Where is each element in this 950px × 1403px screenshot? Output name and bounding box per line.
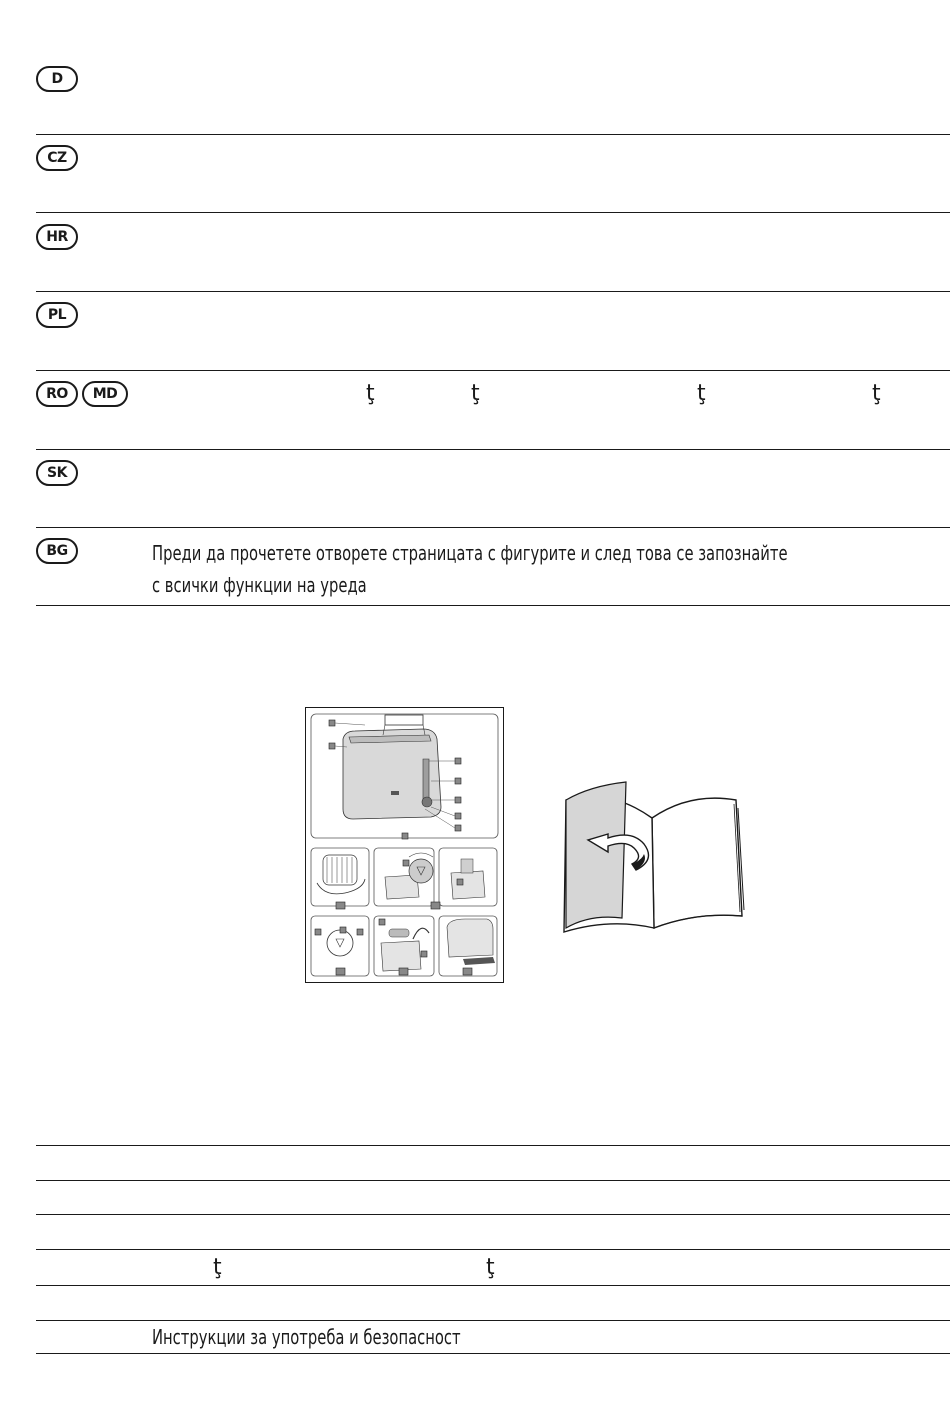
ro-diacritic-glyph: ţ bbox=[697, 381, 706, 406]
ro-diacritic-glyph: ţ bbox=[872, 381, 881, 406]
divider bbox=[36, 134, 950, 135]
bg-manual-title: Инструкции за употреба и безопасност bbox=[152, 1325, 461, 1349]
divider bbox=[36, 1320, 950, 1321]
lang-badge-hr: HR bbox=[36, 224, 78, 250]
divider bbox=[36, 212, 950, 213]
lang-badge-bg: BG bbox=[36, 538, 78, 564]
divider bbox=[36, 1249, 950, 1250]
ro-diacritic-glyph: ţ bbox=[486, 1255, 495, 1280]
divider bbox=[36, 1285, 950, 1286]
divider bbox=[36, 1353, 950, 1354]
ro-diacritic-glyph: ţ bbox=[213, 1255, 222, 1280]
bg-intro-line-1: Преди да прочетете отворете страницата с фигурите и след това се запознайте bbox=[152, 541, 788, 565]
toaster-figure-thumbnail-icon bbox=[305, 707, 504, 983]
divider bbox=[36, 605, 950, 606]
divider bbox=[36, 527, 950, 528]
lang-badge-ro: RO bbox=[36, 381, 78, 407]
divider bbox=[36, 1145, 950, 1146]
lang-badge-sk: SK bbox=[36, 460, 78, 486]
lang-badge-d: D bbox=[36, 66, 78, 92]
divider bbox=[36, 1180, 950, 1181]
ro-diacritic-glyph: ţ bbox=[366, 381, 375, 406]
divider bbox=[36, 291, 950, 292]
lang-badge-pl: PL bbox=[36, 302, 78, 328]
divider bbox=[36, 1214, 950, 1215]
bg-intro-line-2: с всички функции на уреда bbox=[152, 573, 367, 597]
lang-badge-cz: CZ bbox=[36, 145, 78, 171]
lang-badge-md: MD bbox=[82, 381, 128, 407]
open-book-turn-page-icon bbox=[560, 778, 746, 938]
divider bbox=[36, 370, 950, 371]
divider bbox=[36, 449, 950, 450]
ro-diacritic-glyph: ţ bbox=[471, 381, 480, 406]
